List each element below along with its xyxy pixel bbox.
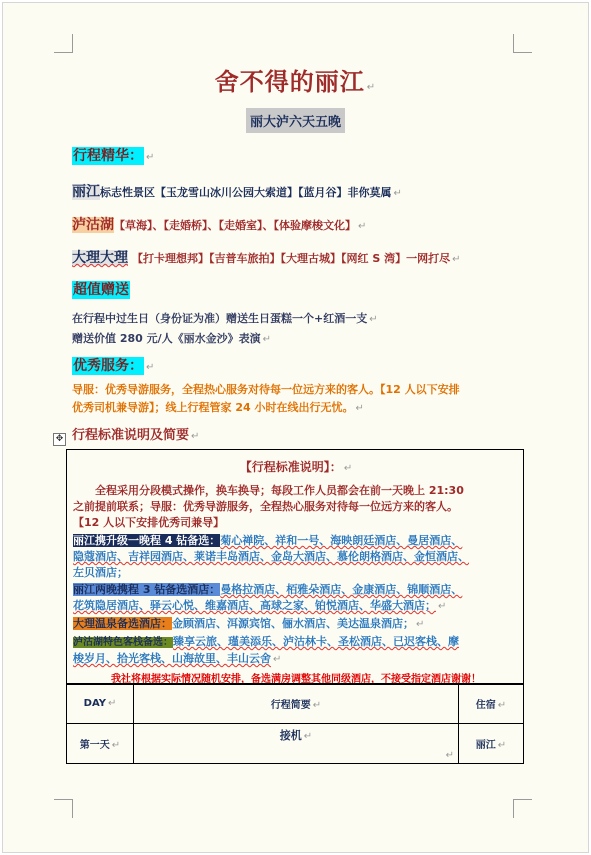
schedule-header-row: [67, 684, 524, 724]
paragraph-mark-icon: ↵: [369, 314, 378, 325]
paragraph-mark-icon: ↵: [146, 362, 155, 373]
paragraph-mark-icon: ↵: [393, 188, 402, 199]
document-subtitle[interactable]: 丽大泸六天五晚: [246, 108, 345, 133]
service-heading[interactable]: 优秀服务： ↵: [73, 358, 155, 374]
box-title[interactable]: 【行程标准说明】： ↵: [239, 460, 353, 474]
crop-mark-bottom-right: [513, 799, 532, 818]
service-line-1[interactable]: 导服：优秀导游服务，全程热心服务对待每一位远方来的客人。【12 人以下安排: [72, 383, 460, 396]
gift-line-1[interactable]: 在行程中过生日（身份证为准）赠送生日蛋糕一个+红酒一支 ↵: [72, 312, 378, 325]
highlight-lugu[interactable]: 泸沽湖【草海】、【走婚桥】、【走婚室】、【体验摩梭文化】 ↵: [72, 217, 367, 233]
paragraph-mark-icon: ↵: [146, 152, 155, 163]
paragraph-mark-icon: ↵: [416, 619, 425, 630]
summary-cell[interactable]: 接机 ↵ ↵: [134, 724, 459, 764]
lijiang-hotels-4-diamond[interactable]: 丽江携升级一晚程 4 钻备选：菊心禅院、祥和一号、海映朗廷酒店、曼居酒店、 隐蔻酒店、吉祥园酒店、莱诺丰岛酒店、金岛大酒店、慕伦朗格酒店、金恒酒店、 左贝酒店；: [73, 534, 469, 579]
lijiang-hotels-3-diamond[interactable]: 丽江两晚携程 3 钻备选酒店：曼格拉酒店、栢雅朵酒店、金康酒店、锦顺酒店、 花筑隐居酒店、驿云心悦、维嘉酒店、高球之家、铂悦酒店、华盛大酒店； ↵: [73, 583, 463, 612]
table-move-handle-icon[interactable]: ✥: [53, 433, 66, 446]
highlights-heading[interactable]: 行程精华： ↵: [73, 148, 155, 164]
hotel-arrangement-notice[interactable]: 我社将根据实际情况随机安排，备选满房调整其他同级酒店，不接受指定酒店谢谢！: [111, 674, 481, 685]
paragraph-mark-icon: ↵: [438, 601, 447, 612]
header-day[interactable]: DAY ↵: [67, 684, 134, 724]
header-summary[interactable]: 行程简要 ↵: [134, 684, 459, 724]
paragraph-mark-icon: ↵: [343, 463, 353, 474]
paragraph-mark-icon: ↵: [355, 403, 364, 414]
crop-mark-bottom-left: [54, 799, 73, 818]
stay-cell[interactable]: 丽江 ↵: [459, 724, 524, 764]
paragraph-mark-icon: ↵: [366, 82, 377, 93]
paragraph-mark-icon: ↵: [262, 334, 272, 345]
box-description[interactable]: 全程采用分段模式操作，换车换导；每段工作人员都会在前一天晚上 21:30 之前提前联系；导服：优秀导游服务，全程热心服务对待每一位远方来的客人。 【12 人以下安排优秀司兼导】: [73, 484, 464, 529]
document-title[interactable]: 舍不得的丽江 ↵: [214, 68, 377, 96]
paragraph-mark-icon: ↵: [452, 254, 461, 265]
paragraph-mark-icon: ↵: [273, 654, 282, 665]
header-stay[interactable]: 住宿 ↵: [459, 684, 524, 724]
standard-description-box: [66, 449, 524, 685]
schedule-table: [66, 683, 524, 764]
dali-hot-spring-hotels[interactable]: 大理温泉备选酒店：金顾酒店、洱源宾馆、俪水酒店、美达温泉酒店； ↵: [73, 617, 425, 630]
paragraph-mark-icon: ↵: [191, 431, 200, 442]
highlight-lijiang[interactable]: 丽江标志性景区【玉龙雪山冰川公园大索道】【蓝月谷】非你莫属 ↵: [72, 184, 402, 200]
highlight-dali[interactable]: 大理大理 【打卡理想邦】【吉普车旅拍】【大理古城】【网红 S 湾】一网打尽 ↵: [72, 250, 461, 266]
gift-line-2[interactable]: 赠送价值 280 元/人《丽水金沙》表演 ↵: [72, 332, 272, 345]
gift-heading[interactable]: 超值赠送: [73, 282, 129, 298]
paragraph-mark-icon: ↵: [358, 221, 367, 232]
crop-mark-top-left: [54, 34, 73, 53]
day-cell[interactable]: 第一天 ↵: [67, 724, 134, 764]
crop-mark-top-right: [513, 34, 532, 53]
service-line-2[interactable]: 优秀司机兼导游】；线上行程管家 24 小时在线出行无忧。 ↵: [72, 401, 364, 414]
table-row: [67, 724, 524, 764]
standard-heading[interactable]: 行程标准说明及简要 ↵: [72, 428, 200, 443]
lugu-lake-inns[interactable]: 泸沽湖特色客栈备选：臻享云旅、瑾美添乐、泸沽林卡、圣松酒店、已迟客栈、摩 梭岁月、拾光客栈、山海故里、丰山云舍 ↵: [73, 635, 459, 665]
